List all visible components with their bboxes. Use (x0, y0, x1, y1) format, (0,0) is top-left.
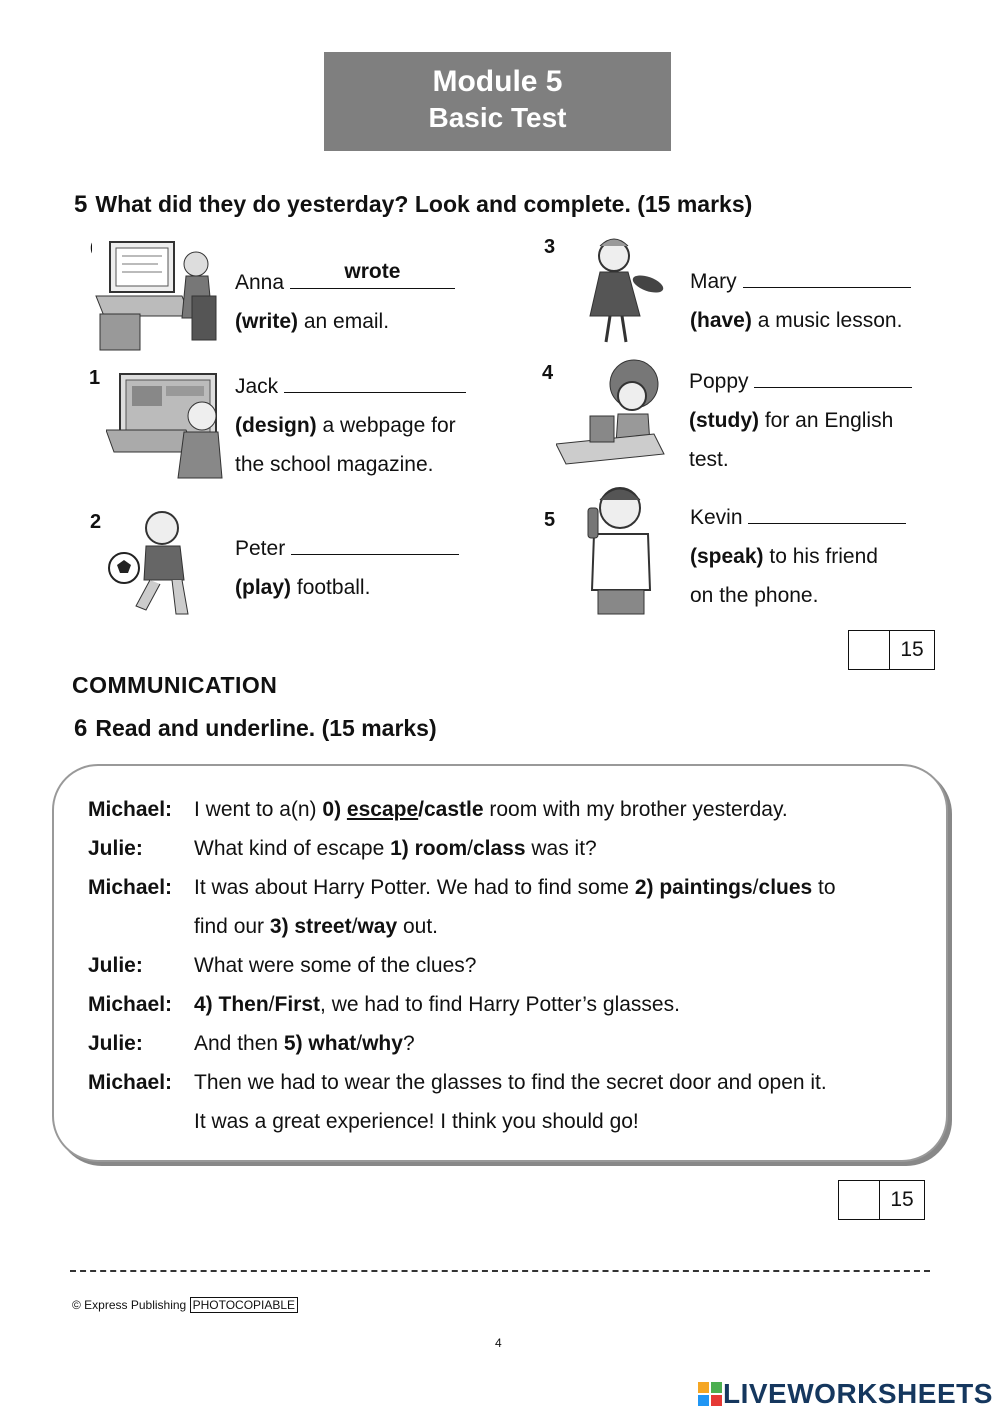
dialog-lines (88, 790, 928, 1141)
module-header (324, 52, 671, 151)
communication-heading: COMMUNICATION (72, 672, 278, 698)
boy-phone-picture (584, 482, 660, 616)
score-max: 15 (890, 1188, 914, 1211)
item-0-text: Anna wrote (write) an email. (235, 263, 495, 341)
divider (70, 1270, 930, 1272)
option-why[interactable]: why (362, 1032, 403, 1055)
girl-violin-picture (570, 234, 670, 346)
score-max: 15 (900, 638, 924, 661)
item-5-text: Kevin (speak) to his friend on the phone. (690, 498, 960, 615)
task6-number: 6 (74, 715, 88, 742)
dialog-line: It was a great experience! I think you should go! (194, 1110, 639, 1133)
answer-blank[interactable] (284, 370, 466, 393)
item-number: 1 (89, 367, 101, 389)
option-escape[interactable]: escape (346, 798, 419, 821)
task5-number: 5 (74, 191, 88, 218)
option-castle[interactable]: castle (423, 798, 484, 821)
option-way[interactable]: way (357, 915, 398, 938)
option-street[interactable]: 3) street (269, 915, 352, 938)
answer-blank[interactable] (291, 532, 459, 555)
option-then[interactable]: 4) Then (194, 993, 269, 1016)
brand-logo[interactable] (697, 1378, 993, 1410)
task6-score-box (838, 1180, 925, 1220)
girl-studying-picture (556, 358, 674, 468)
photocopiable-tag: PHOTOCOPIABLE (190, 1297, 298, 1313)
dialog-line: Michael: It was about Harry Potter. We had to find some 2) paintings/clues to (88, 876, 836, 899)
task5-score-box (848, 630, 935, 670)
score-input[interactable] (839, 1181, 880, 1219)
option-first[interactable]: First (274, 993, 321, 1016)
answer-blank[interactable] (743, 265, 911, 288)
dialog-line: Julie: And then 5) what/why? (88, 1032, 415, 1055)
boy-webpage-picture (106, 370, 224, 480)
answer-blank[interactable] (754, 365, 912, 388)
item-number: 2 (90, 511, 102, 533)
girl-computer-picture (92, 236, 224, 354)
task6-title: 6 Read and underline. (15 marks) (74, 715, 437, 742)
option-room[interactable]: 1) room (390, 837, 468, 860)
liveworksheets-icon (697, 1380, 723, 1408)
item-number: 3 (544, 236, 556, 258)
boy-football-picture (106, 506, 210, 624)
item-4-text: Poppy (study) for an English test. (689, 362, 959, 479)
copyright-line: © Express Publishing PHOTOCOPIABLE (72, 1298, 298, 1312)
dialog-box (52, 764, 948, 1162)
item-2-text: Peter (play) football. (235, 529, 495, 607)
answer-blank[interactable]: wrote (290, 266, 455, 289)
item-number: 0 (90, 238, 102, 260)
option-class[interactable]: class (472, 837, 526, 860)
item-number: 4 (542, 362, 554, 384)
test-title: Basic Test (428, 102, 567, 133)
item-3-text: Mary (have) a music lesson. (690, 262, 950, 340)
item-1-text: Jack (design) a webpage for the school magazine. (235, 367, 505, 484)
dialog-line: Michael: Then we had to wear the glasses to find the secret door and open it. (88, 1071, 827, 1094)
option-paintings[interactable]: 2) paintings (634, 876, 753, 899)
brand-name: LIVEWORKSHEETS (723, 1378, 993, 1409)
answer-blank[interactable] (748, 501, 906, 524)
item-number: 5 (544, 509, 556, 531)
option-clues[interactable]: clues (758, 876, 813, 899)
dialog-line: Michael: 4) Then/First, we had to find Harry Potter’s glasses. (88, 993, 680, 1016)
dialog-line: Julie: What were some of the clues? (88, 954, 477, 977)
score-input[interactable] (849, 631, 890, 669)
dialog-line: find our 3) street/way out. (194, 915, 439, 938)
dialog-line: Julie: What kind of escape 1) room/class was it? (88, 837, 597, 860)
page-number: 4 (495, 1336, 502, 1350)
option-what[interactable]: 5) what (283, 1032, 357, 1055)
task5-title: 5 What did they do yesterday? Look and complete. (15 marks) (74, 191, 753, 218)
dialog-line: Michael: I went to a(n) 0) escape/castle room with my brother yesterday. (88, 798, 788, 821)
module-title: Module 5 (432, 65, 563, 98)
